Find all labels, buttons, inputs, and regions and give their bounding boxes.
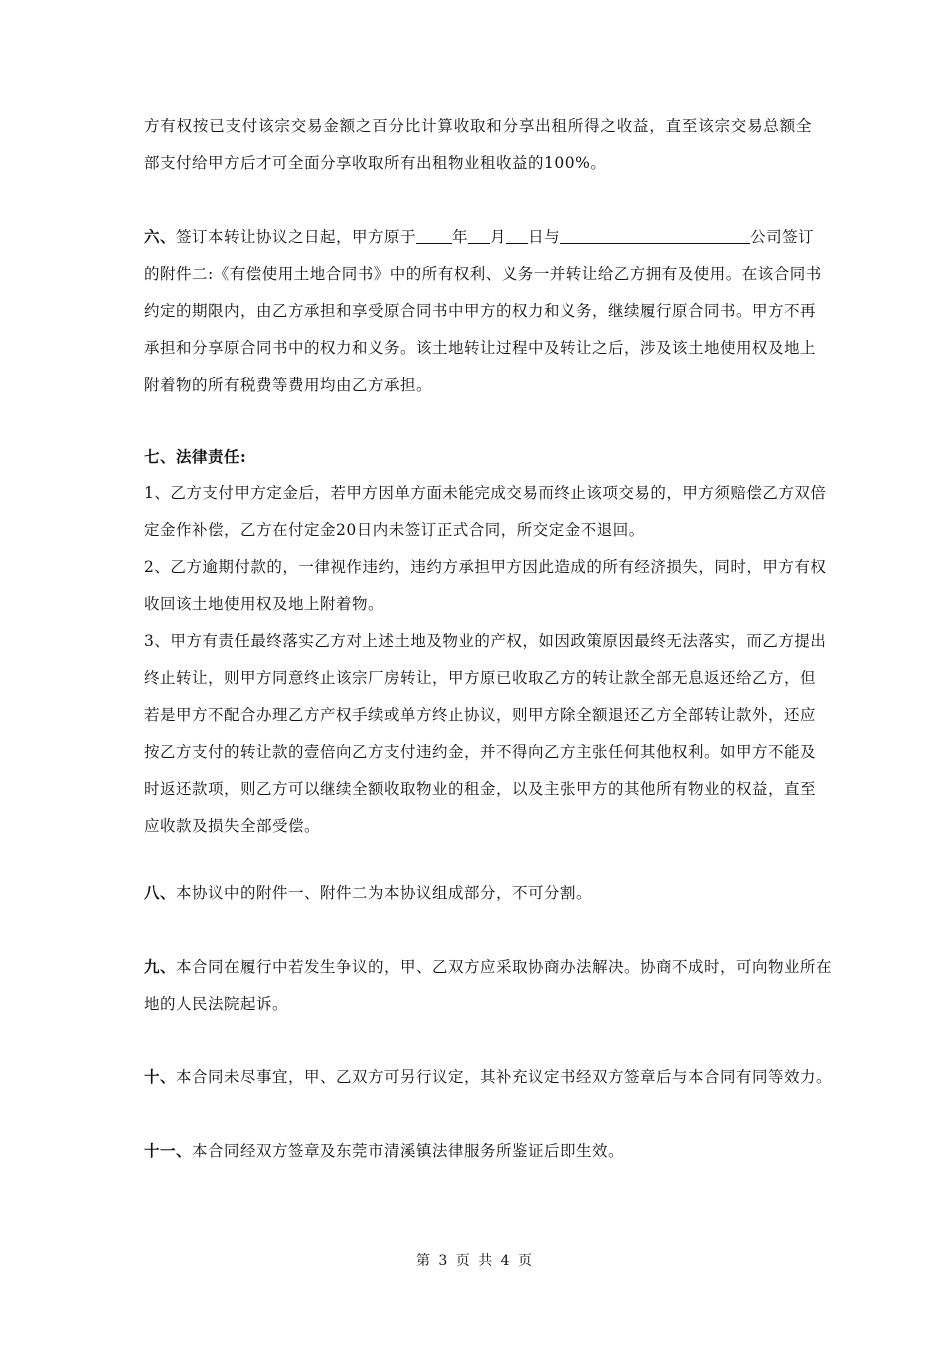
text-line: 收回该土地使用权及地上附着物。 [144,595,385,613]
text-line: 部支付给甲方后才可全面分享收取所有出租物业租收益的100%。 [144,154,607,172]
section-number: 八、 [144,883,177,902]
section-8 [144,874,812,912]
text-fragment: 本合同经双方签章及东莞市清溪镇法律服务所鉴证后即生效。 [192,1142,625,1160]
section-heading: 七、法律责任: [144,447,247,466]
text-fragment: 公司签订 [750,228,815,246]
text-line: 定金作补偿，乙方在付定金20日内未签订正式合同，所交定金不退回。 [144,521,645,539]
text-line: 1、乙方支付甲方定金后，若甲方因单方面未能完成交易而终止该项交易的，甲方须赔偿乙方双倍 [144,484,827,502]
text-line: 2、乙方逾期付款的，一律视作违约，违约方承担甲方因此造成的所有经济损失，同时，甲方有权 [144,558,827,576]
section-number: 十一、 [144,1141,193,1160]
year-blank [416,225,452,244]
section-7 [144,438,827,845]
month-blank [468,225,490,244]
section-number: 六、 [144,227,177,246]
text-fragment: 签订本转让协议之日起，甲方原于 [176,228,417,246]
section-11 [144,1132,812,1170]
text-line: 时返还款项，则乙方可以继续全额收取物业的租金，以及主张甲方的其他所有物业的权益，直至 [144,780,817,798]
text-line: 按乙方支付的转让款的壹倍向乙方支付违约金，并不得向乙方主张任何其他权利。如甲方不能及 [144,743,817,761]
paragraph-continuation [144,108,812,182]
text-line: 的附件二:《有偿使用土地合同书》中的所有权利、义务一并转让给乙方拥有及使用。在该合同书 [144,265,822,283]
page-footer: 第 3 页 共 4 页 [415,1253,535,1269]
text-line: 附着物的所有税费等费用均由乙方承担。 [144,376,433,394]
text-fragment: 本合同在履行中若发生争议的，甲、乙双方应采取协商办法解决。协商不成时，可向物业所在 [176,958,833,976]
section-number: 九、 [144,957,177,976]
company-name-blank [560,225,750,244]
text-line: 方有权按已支付该宗交易金额之百分比计算收取和分享出租所得之收益，直至该宗交易总额全 [144,117,812,135]
text-fragment: 本协议中的附件一、附件二为本协议组成部分，不可分割。 [176,884,593,902]
text-line: 地的人民法院起诉。 [144,995,289,1013]
text-fragment: 日与 [528,228,561,246]
section-number: 十、 [144,1067,177,1086]
text-fragment: 本合同未尽事宜，甲、乙双方可另行议定，其补充议定书经双方签章后与本合同有同等效力。 [176,1068,833,1086]
section-6 [144,218,822,404]
section-6-line-1 [144,218,815,256]
section-9 [144,948,833,1023]
text-line: 终止转让，则甲方同意终止该宗厂房转让，甲方原已收取乙方的转让款全部无息返还给乙方，但 [144,669,817,687]
text-line: 约定的期限内，由乙方承担和享受原合同书中甲方的权力和义务，继续履行原合同书。甲方不再 [144,302,817,320]
text-line: 若是甲方不配合办理乙方产权手续或单方终止协议，则甲方除全额退还乙方全部转让款外，还应 [144,706,817,724]
day-blank [506,225,528,244]
text-line: 应收款及损失全部受偿。 [144,817,321,835]
text-fragment: 月 [490,228,507,246]
text-fragment: 年 [452,228,469,246]
text-line: 3、甲方有责任最终落实乙方对上述土地及物业的产权，如因政策原因最终无法落实，而乙方提出 [144,632,827,650]
section-10 [144,1058,833,1096]
text-line: 承担和分享原合同书中的权力和义务。该土地转让过程中及转让之后，涉及该土地使用权及地上 [144,339,817,357]
